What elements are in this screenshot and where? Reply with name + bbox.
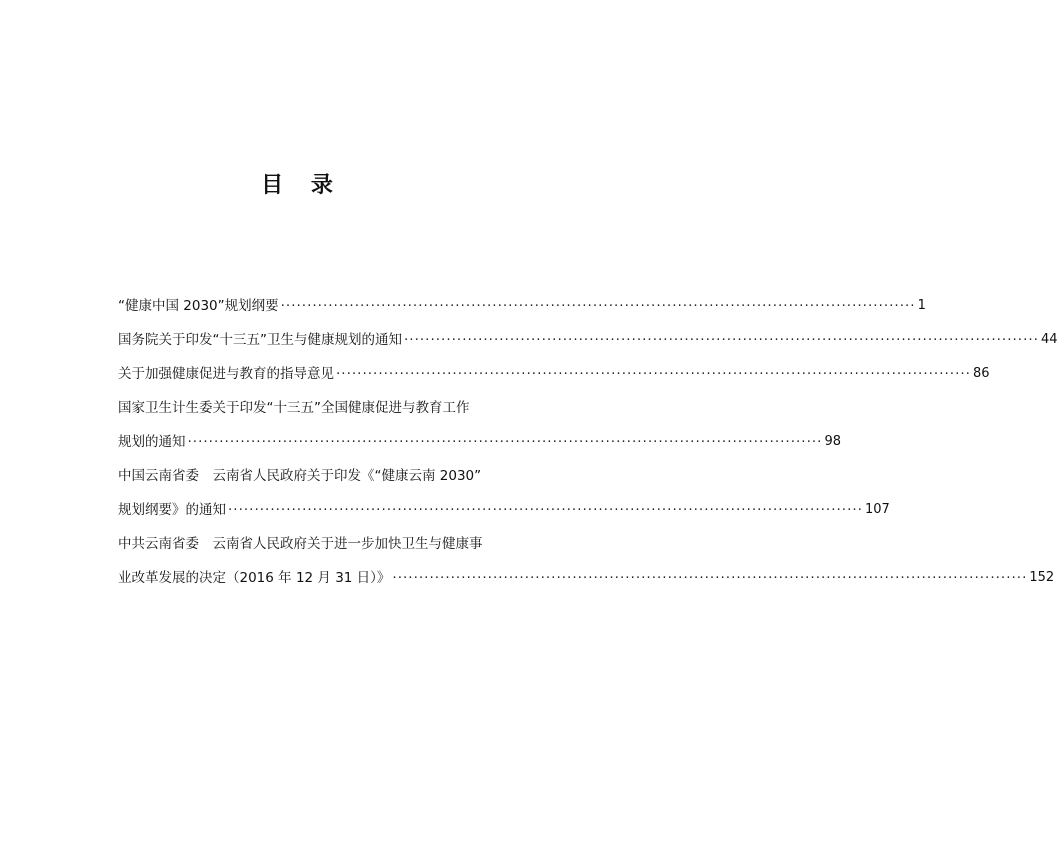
toc-page-number: 107 (864, 502, 890, 517)
toc-page-number: 98 (824, 434, 841, 449)
toc-entry-text: 规划的通知 (118, 434, 186, 450)
toc-entry-text: 国务院关于印发“十三五”卫生与健康规划的通知 (118, 332, 402, 348)
toc-entry-text: 规划纲要》的通知 (118, 502, 226, 518)
toc-entry-5-line-1[interactable] (118, 452, 514, 486)
toc-entry-3[interactable] (118, 350, 990, 384)
toc-page-number: 152 (1029, 570, 1055, 585)
leader-dots: ························································································································ (392, 570, 1028, 586)
toc-entry-text: “健康中国 2030”规划纲要 (118, 298, 279, 314)
toc-entry-2[interactable] (118, 316, 1058, 350)
toc-entry-text: 中国云南省委 云南省人民政府关于印发《“健康云南 2030” (118, 468, 482, 484)
toc-entry-text: 业改革发展的决定（2016 年 12 月 31 日）》 (118, 570, 391, 586)
leader-dots: ························································································································ (228, 502, 863, 518)
toc-entry-5-line-2[interactable] (118, 486, 890, 520)
leader-dots: ························································································································ (187, 434, 823, 450)
leader-dots: ························································································································ (336, 366, 971, 382)
toc-entry-text: 中共云南省委 云南省人民政府关于进一步加快卫生与健康事 (118, 536, 483, 552)
toc-entry-4-line-1[interactable] (118, 384, 514, 418)
toc-entry-6-line-1[interactable] (118, 520, 514, 554)
toc-entry-text: 关于加强健康促进与教育的指导意见 (118, 366, 334, 382)
toc-entry-text: 国家卫生计生委关于印发“十三五”全国健康促进与教育工作 (118, 400, 470, 416)
toc-page-number: 1 (917, 298, 926, 313)
page-title: 目 录 (261, 172, 343, 198)
toc-entry-1[interactable] (118, 282, 926, 316)
leader-dots: ························································································································ (280, 298, 916, 314)
toc-page-number: 44 (1040, 332, 1058, 347)
leader-dots: ························································································································ (404, 332, 1039, 348)
toc-page-number: 86 (972, 366, 990, 381)
toc-entry-6-line-2[interactable] (118, 554, 1055, 588)
table-of-contents (118, 282, 1058, 588)
toc-entry-4-line-2[interactable] (118, 418, 841, 452)
